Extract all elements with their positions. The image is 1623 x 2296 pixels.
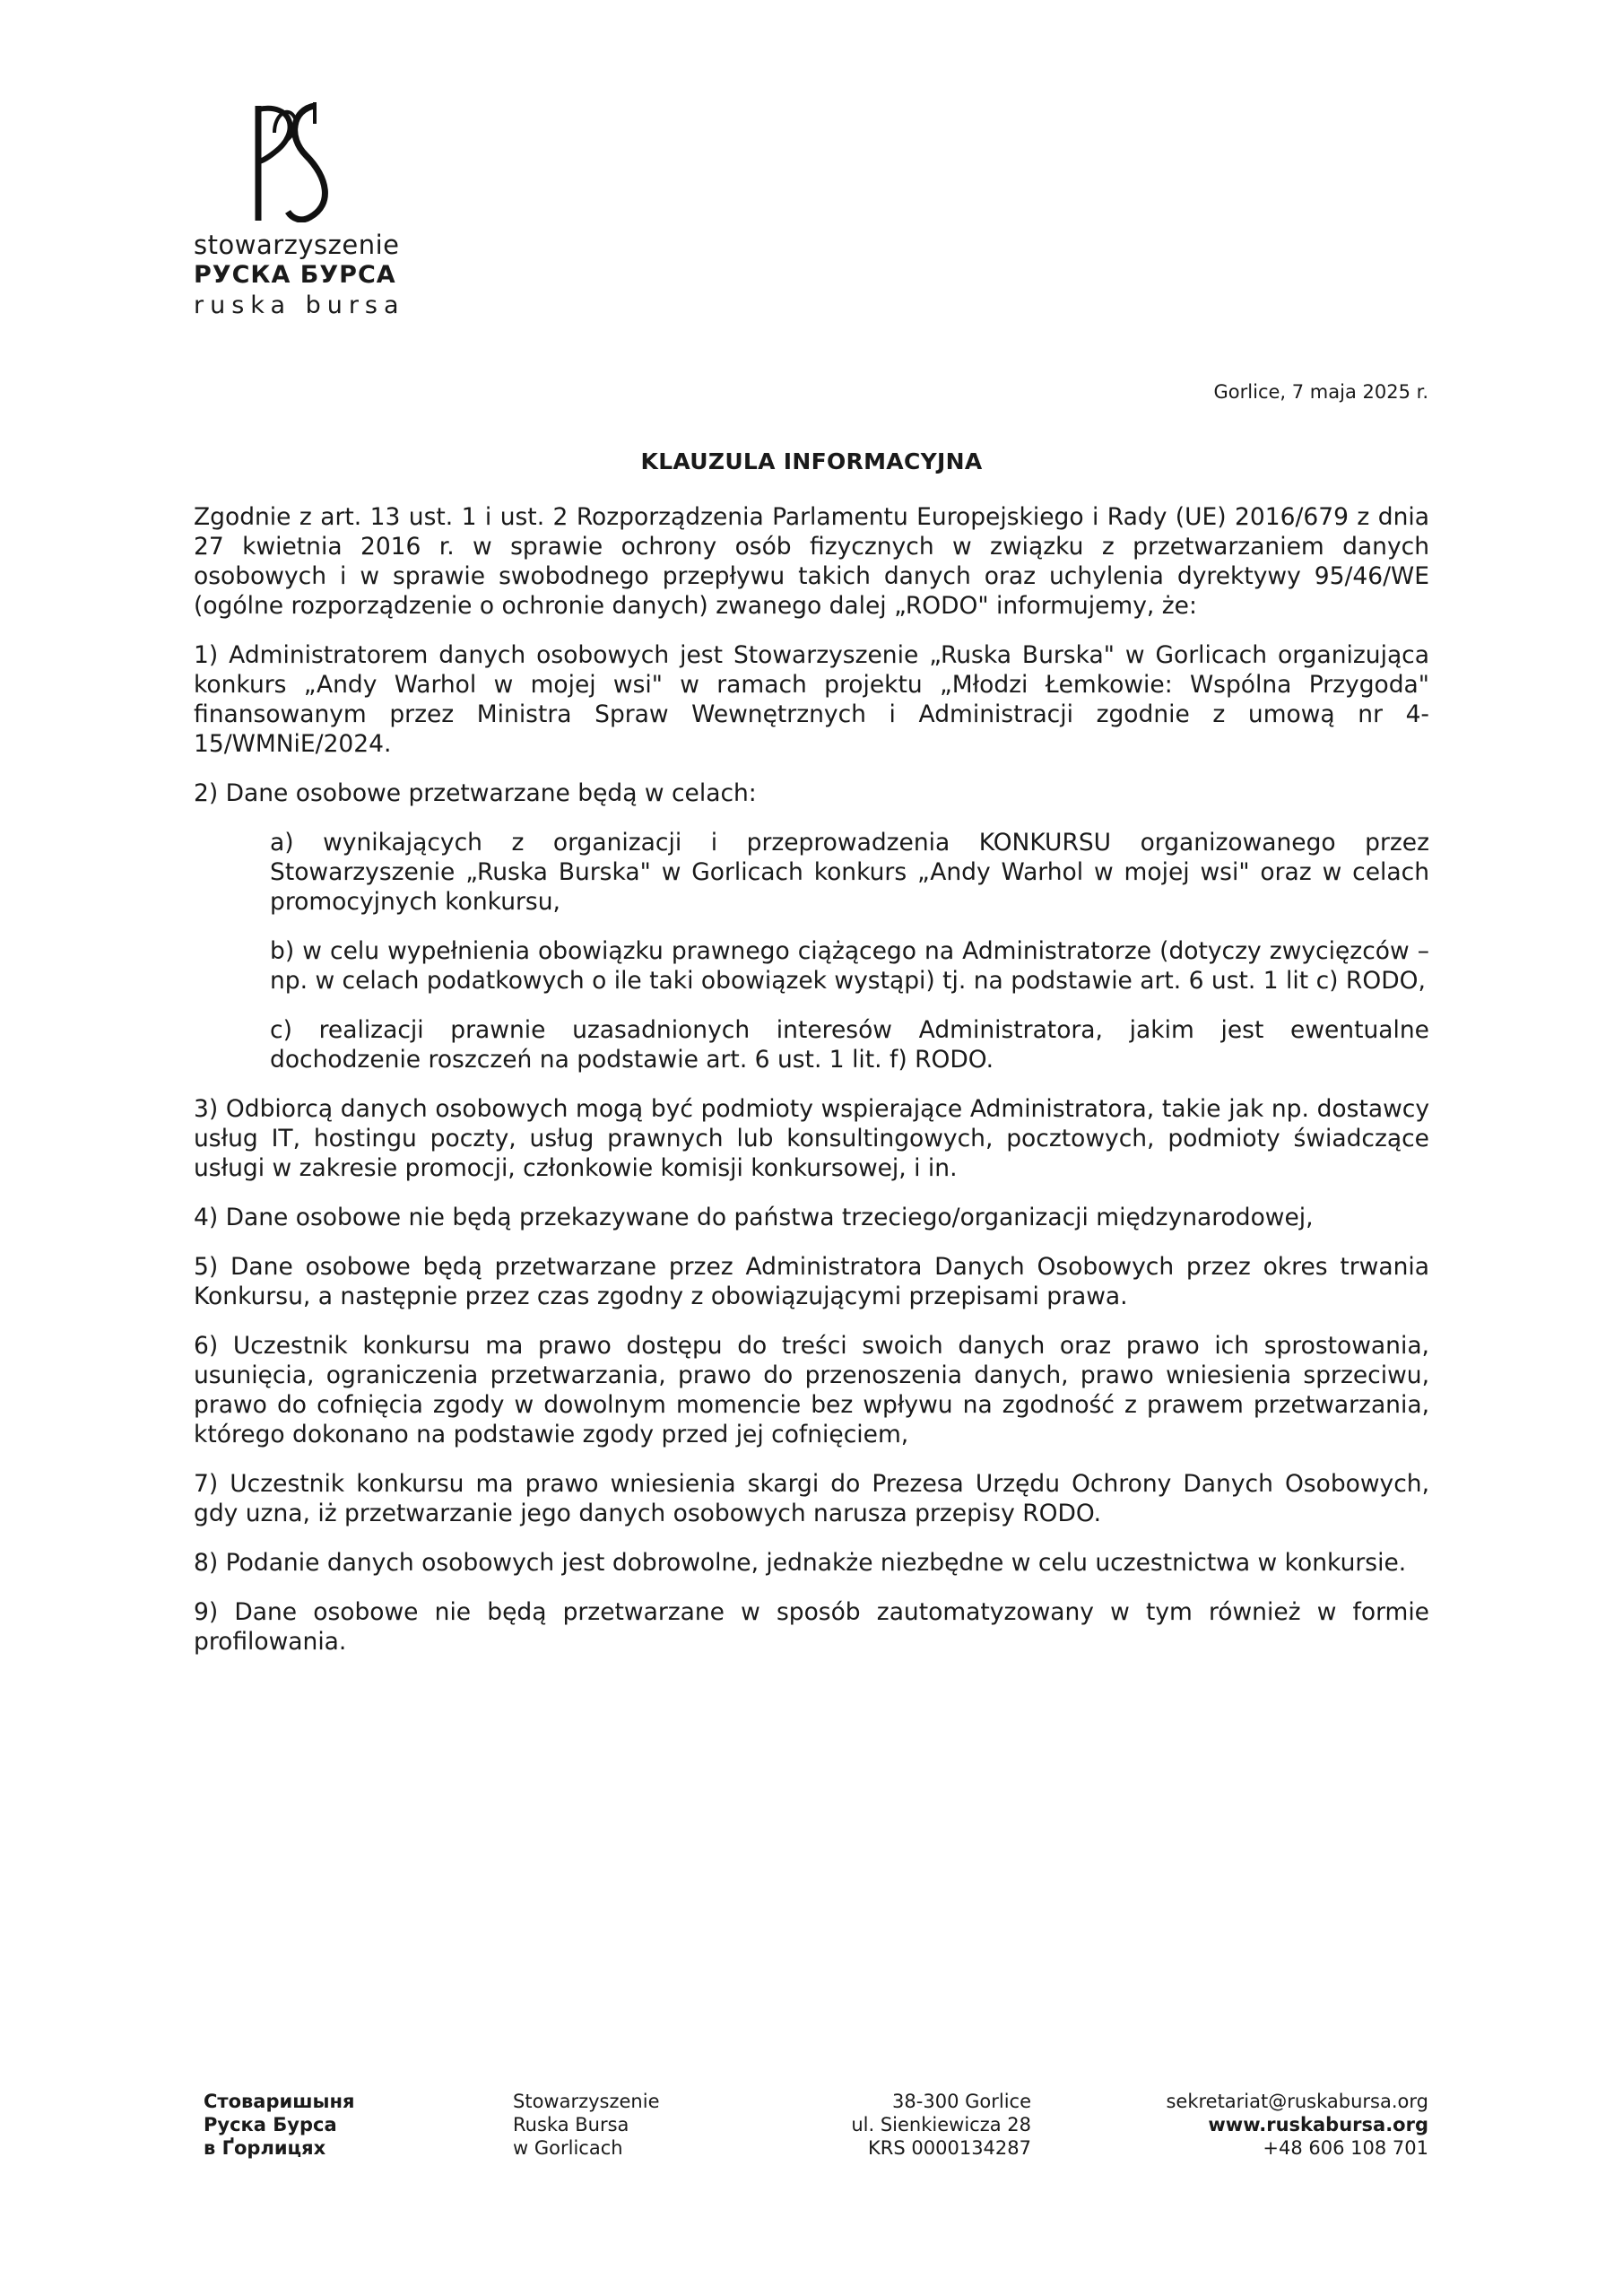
footer-line: Руска Бурса: [204, 2114, 337, 2135]
footer-email-link[interactable]: sekretariat@ruskabursa.org: [1166, 2091, 1428, 2112]
footer-line: в Ґорлицях: [204, 2137, 326, 2159]
logo-text-line1: stowarzyszenie: [194, 230, 400, 260]
clause-2: 2) Dane osobowe przetwarzane będą w celach:: [194, 779, 757, 807]
footer-org-name-cyrillic: [204, 2090, 355, 2160]
footer-website-link[interactable]: www.ruskabursa.org: [1208, 2114, 1428, 2135]
footer-phone: +48 606 108 701: [1263, 2137, 1428, 2159]
footer-line: 38-300 Gorlice: [892, 2091, 1031, 2112]
clause-4: 4) Dane osobowe nie będą przekazywane do państwa trzeciego/organizacji międzynarodowej,: [194, 1204, 1314, 1231]
clause-9: 9) Dane osobowe nie będą przetwarzane w sposób zautomatyzowany w tym również w formie profilowania.: [194, 1598, 1429, 1656]
document-body: [194, 502, 1429, 1676]
footer-org-name-latin: [513, 2090, 660, 2160]
logo-text-line3: ruska bursa: [194, 291, 405, 319]
rb-monogram-icon: [239, 97, 346, 222]
intro-paragraph: Zgodnie z art. 13 ust. 1 i ust. 2 Rozporządzenia Parlamentu Europejskiego i Rady (UE) 2016/679 z dnia 27 kwietnia 2016 r. w sprawie ochrony osób fizycznych w związku z przetwarzaniem danych osobowych i w sprawie swobodnego przepływu takich danych oraz uchylenia dyrektywy 95/46/WE (ogólne rozporządzenie o ochronie danych) zwanego dalej „RODO" informujemy, że:: [194, 503, 1429, 620]
footer-line: KRS 0000134287: [868, 2137, 1031, 2159]
clause-2a: a) wynikających z organizacji i przeprowadzenia KONKURSU organizowanego przez Stowarzyszenie „Ruska Burska" w Gorlicach konkurs „Andy Warhol w mojej wsi" oraz w celach promocyjnych konkursu,: [270, 829, 1429, 916]
clause-7: 7) Uczestnik konkursu ma prawo wniesienia skargi do Prezesa Urzędu Ochrony Danych Osobowych, gdy uzna, iż przetwarzanie jego danych osobowych narusza przepisy RODO.: [194, 1470, 1429, 1527]
clause-3: 3) Odbiorcą danych osobowych mogą być podmioty wspierające Administratora, takie jak np. dostawcy usług IT, hostingu poczty, usług prawnych lub konsultingowych, pocztowych, podmioty świadczące usługi w zakresie promocji, członkowie komisji konkursowej, i in.: [194, 1095, 1429, 1182]
page-footer: [0, 2090, 1623, 2170]
organization-logo: [194, 97, 409, 321]
clause-2-subpoints: [270, 828, 1429, 1074]
footer-address: [851, 2090, 1031, 2160]
clause-1: 1) Administratorem danych osobowych jest Stowarzyszenie „Ruska Burska" w Gorlicach organizująca konkurs „Andy Warhol w mojej wsi" w ramach projektu „Młodzi Łemkowie: Wspólna Przygoda" finansowanym przez Ministra Spraw Wewnętrznych i Administracji zgodnie z umową nr 4-15/WMNiE/2024.: [194, 641, 1429, 758]
clause-2c: c) realizacji prawnie uzasadnionych interesów Administratora, jakim jest ewentualne dochodzenie roszczeń na podstawie art. 6 ust. 1 lit. f) RODO.: [270, 1016, 1429, 1074]
clause-5: 5) Dane osobowe będą przetwarzane przez Administratora Danych Osobowych przez okres trwania Konkursu, a następnie przez czas zgodny z obowiązującymi przepisami prawa.: [194, 1253, 1429, 1310]
footer-line: Стоваришыня: [204, 2091, 355, 2112]
clause-2b: b) w celu wypełnienia obowiązku prawnego ciążącego na Administratorze (dotyczy zwycięzców – np. w celach podatkowych o ile taki obowiązek wystąpi) tj. na podstawie art. 6 ust. 1 lit c) RODO,: [270, 937, 1429, 995]
footer-line: Stowarzyszenie: [513, 2091, 660, 2112]
document-title: KLAUZULA INFORMACYJNA: [640, 448, 983, 474]
footer-line: ul. Sienkiewicza 28: [851, 2114, 1031, 2135]
footer-line: w Gorlicach: [513, 2137, 623, 2159]
clause-8: 8) Podanie danych osobowych jest dobrowolne, jednakże niezbędne w celu uczestnictwa w konkursie.: [194, 1549, 1407, 1577]
document-date: Gorlice, 7 maja 2025 r.: [1213, 381, 1428, 403]
footer-line: Ruska Bursa: [513, 2114, 629, 2135]
clause-6: 6) Uczestnik konkursu ma prawo dostępu do treści swoich danych oraz prawo ich sprostowania, usunięcia, ograniczenia przetwarzania, prawo do przenoszenia danych, prawo wniesienia sprzeciwu, prawo do cofnięcia zgody w dowolnym momencie bez wpływu na zgodność z prawem przetwarzania, którego dokonano na podstawie zgody przed jej cofnięciem,: [194, 1332, 1429, 1448]
logo-text-line2: РУСКА БУРСА: [194, 261, 396, 289]
footer-contact: [1166, 2090, 1428, 2160]
